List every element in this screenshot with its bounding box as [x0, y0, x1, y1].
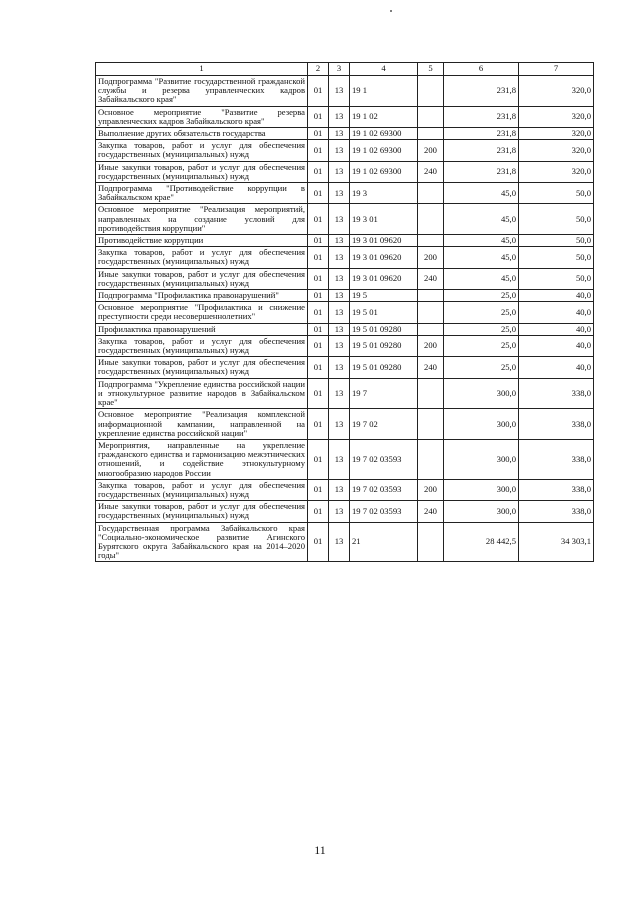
row-amount-col7: 40,0: [519, 357, 594, 378]
row-subsection-code: 13: [329, 302, 350, 323]
row-amount-col7: 34 303,1: [519, 522, 594, 562]
row-target-article: 19 3 01: [350, 204, 418, 235]
row-amount-col7: 50,0: [519, 204, 594, 235]
row-amount-col7: 320,0: [519, 76, 594, 107]
row-target-article: 19 7 02: [350, 409, 418, 440]
row-name: Основное мероприятие "Профилактика и снижение преступности среди несовершеннолетних": [96, 302, 308, 323]
row-amount-col6: 231,8: [444, 128, 519, 140]
row-amount-col6: 25,0: [444, 335, 519, 356]
row-name: Подпрограмма "Противодействие коррупции в Забайкальском крае": [96, 183, 308, 204]
table-row: [96, 501, 594, 522]
row-target-article: 19 7 02 03593: [350, 439, 418, 479]
row-expense-type: [418, 409, 444, 440]
row-amount-col6: 25,0: [444, 323, 519, 335]
row-name: Подпрограмма "Развитие государственной гражданской службы и резерва управленческих кадров Забайкальского края": [96, 76, 308, 107]
row-target-article: 19 1: [350, 76, 418, 107]
row-amount-col6: 300,0: [444, 479, 519, 500]
row-amount-col7: 40,0: [519, 335, 594, 356]
table-row: [96, 247, 594, 268]
row-section-code: 01: [308, 128, 329, 140]
row-section-code: 01: [308, 409, 329, 440]
row-expense-type: 200: [418, 140, 444, 161]
row-amount-col7: 338,0: [519, 378, 594, 409]
row-amount-col6: 300,0: [444, 378, 519, 409]
row-name: Основное мероприятие "Реализация комплексной информационной кампании, направленной на укрепление единства российской нации": [96, 409, 308, 440]
table-row: [96, 439, 594, 479]
row-section-code: 01: [308, 161, 329, 182]
header-col-1: 1: [96, 63, 308, 76]
row-expense-type: 200: [418, 247, 444, 268]
row-amount-col6: 300,0: [444, 501, 519, 522]
row-target-article: 19 1 02 69300: [350, 161, 418, 182]
table-row: [96, 409, 594, 440]
row-section-code: 01: [308, 140, 329, 161]
row-amount-col6: 45,0: [444, 268, 519, 289]
row-amount-col6: 28 442,5: [444, 522, 519, 562]
row-amount-col6: 300,0: [444, 409, 519, 440]
row-amount-col7: 338,0: [519, 439, 594, 479]
row-target-article: 19 5: [350, 290, 418, 302]
row-name: Иные закупки товаров, работ и услуг для обеспечения государственных (муниципальных) нужд: [96, 501, 308, 522]
row-section-code: 01: [308, 479, 329, 500]
row-name: Подпрограмма "Укрепление единства российской нации и этнокультурное развитие народов в Забайкальском крае": [96, 378, 308, 409]
row-amount-col7: 338,0: [519, 409, 594, 440]
row-section-code: 01: [308, 522, 329, 562]
row-name: Иные закупки товаров, работ и услуг для обеспечения государственных (муниципальных) нужд: [96, 357, 308, 378]
row-target-article: 19 5 01 09280: [350, 357, 418, 378]
table-row: [96, 140, 594, 161]
row-section-code: 01: [308, 378, 329, 409]
row-expense-type: [418, 378, 444, 409]
row-subsection-code: 13: [329, 501, 350, 522]
header-col-6: 6: [444, 63, 519, 76]
row-amount-col7: 40,0: [519, 290, 594, 302]
row-name: Закупка товаров, работ и услуг для обеспечения государственных (муниципальных) нужд: [96, 479, 308, 500]
row-name: Государственная программа Забайкальского края "Социально-экономическое развитие Агинского Бурятского округа Забайкальского края на 2014–2020 годы": [96, 522, 308, 562]
row-expense-type: [418, 204, 444, 235]
row-section-code: 01: [308, 335, 329, 356]
row-subsection-code: 13: [329, 479, 350, 500]
row-name: Закупка товаров, работ и услуг для обеспечения государственных (муниципальных) нужд: [96, 140, 308, 161]
table-row: [96, 290, 594, 302]
row-expense-type: [418, 323, 444, 335]
table-row: [96, 204, 594, 235]
row-target-article: 19 1 02 69300: [350, 128, 418, 140]
row-section-code: 01: [308, 247, 329, 268]
row-target-article: 19 5 01: [350, 302, 418, 323]
row-section-code: 01: [308, 106, 329, 127]
row-expense-type: [418, 439, 444, 479]
header-col-3: 3: [329, 63, 350, 76]
table-row: [96, 522, 594, 562]
row-name: Иные закупки товаров, работ и услуг для обеспечения государственных (муниципальных) нужд: [96, 268, 308, 289]
row-subsection-code: 13: [329, 183, 350, 204]
table-row: [96, 161, 594, 182]
row-amount-col7: 338,0: [519, 479, 594, 500]
row-section-code: 01: [308, 439, 329, 479]
table-row: [96, 302, 594, 323]
table-body: [96, 76, 594, 562]
row-amount-col7: 320,0: [519, 161, 594, 182]
row-subsection-code: 13: [329, 522, 350, 562]
row-target-article: 19 1 02: [350, 106, 418, 127]
table-row: [96, 357, 594, 378]
row-target-article: 19 7 02 03593: [350, 501, 418, 522]
row-name: Противодействие коррупции: [96, 235, 308, 247]
row-amount-col7: 338,0: [519, 501, 594, 522]
row-section-code: 01: [308, 357, 329, 378]
row-section-code: 01: [308, 268, 329, 289]
row-target-article: 19 1 02 69300: [350, 140, 418, 161]
table-row: [96, 235, 594, 247]
table-row: [96, 335, 594, 356]
row-subsection-code: 13: [329, 335, 350, 356]
row-subsection-code: 13: [329, 235, 350, 247]
row-expense-type: 240: [418, 357, 444, 378]
row-subsection-code: 13: [329, 106, 350, 127]
row-name: Подпрограмма "Профилактика правонарушений": [96, 290, 308, 302]
row-expense-type: 200: [418, 479, 444, 500]
row-amount-col6: 25,0: [444, 357, 519, 378]
row-target-article: 19 7: [350, 378, 418, 409]
header-col-5: 5: [418, 63, 444, 76]
row-section-code: 01: [308, 235, 329, 247]
header-col-2: 2: [308, 63, 329, 76]
row-name: Закупка товаров, работ и услуг для обеспечения государственных (муниципальных) нужд: [96, 247, 308, 268]
row-subsection-code: 13: [329, 290, 350, 302]
row-target-article: 19 3 01 09620: [350, 235, 418, 247]
row-amount-col6: 231,8: [444, 161, 519, 182]
table-row: [96, 479, 594, 500]
row-name: Иные закупки товаров, работ и услуг для обеспечения государственных (муниципальных) нужд: [96, 161, 308, 182]
row-section-code: 01: [308, 323, 329, 335]
row-section-code: 01: [308, 204, 329, 235]
table-row: [96, 268, 594, 289]
row-expense-type: [418, 290, 444, 302]
row-section-code: 01: [308, 501, 329, 522]
row-amount-col7: 50,0: [519, 235, 594, 247]
row-expense-type: [418, 183, 444, 204]
row-name: Мероприятия, направленные на укрепление гражданского единства и гармонизацию межэтнических отношений, и содействие этнокультурному многообразию народов России: [96, 439, 308, 479]
row-amount-col6: 45,0: [444, 247, 519, 268]
row-target-article: 19 3: [350, 183, 418, 204]
row-subsection-code: 13: [329, 204, 350, 235]
row-subsection-code: 13: [329, 409, 350, 440]
row-name: Выполнение других обязательств государства: [96, 128, 308, 140]
row-expense-type: 200: [418, 335, 444, 356]
row-amount-col7: 320,0: [519, 140, 594, 161]
row-name: Основное мероприятие "Реализация мероприятий, направленных на создание условий для противодействия коррупции": [96, 204, 308, 235]
row-expense-type: [418, 302, 444, 323]
row-expense-type: [418, 106, 444, 127]
row-subsection-code: 13: [329, 323, 350, 335]
row-name: Закупка товаров, работ и услуг для обеспечения государственных (муниципальных) нужд: [96, 335, 308, 356]
row-amount-col6: 231,8: [444, 76, 519, 107]
header-col-4: 4: [350, 63, 418, 76]
row-expense-type: [418, 522, 444, 562]
row-name: Профилактика правонарушений: [96, 323, 308, 335]
row-subsection-code: 13: [329, 161, 350, 182]
row-subsection-code: 13: [329, 378, 350, 409]
row-amount-col6: 231,8: [444, 106, 519, 127]
table-row: [96, 183, 594, 204]
row-expense-type: [418, 128, 444, 140]
row-target-article: 19 3 01 09620: [350, 247, 418, 268]
scan-speck: [390, 10, 392, 12]
row-amount-col7: 40,0: [519, 323, 594, 335]
row-target-article: 19 5 01 09280: [350, 335, 418, 356]
row-expense-type: 240: [418, 268, 444, 289]
row-subsection-code: 13: [329, 140, 350, 161]
row-amount-col6: 25,0: [444, 302, 519, 323]
row-amount-col7: 50,0: [519, 183, 594, 204]
row-subsection-code: 13: [329, 76, 350, 107]
row-amount-col6: 45,0: [444, 183, 519, 204]
table-header-row: [96, 63, 594, 76]
table-row: [96, 378, 594, 409]
header-col-7: 7: [519, 63, 594, 76]
row-section-code: 01: [308, 290, 329, 302]
row-section-code: 01: [308, 183, 329, 204]
row-target-article: 19 5 01 09280: [350, 323, 418, 335]
table-row: [96, 76, 594, 107]
row-amount-col6: 25,0: [444, 290, 519, 302]
budget-table: [95, 62, 594, 562]
row-expense-type: [418, 235, 444, 247]
row-section-code: 01: [308, 302, 329, 323]
page-number: 11: [314, 843, 326, 857]
row-expense-type: 240: [418, 501, 444, 522]
row-amount-col6: 231,8: [444, 140, 519, 161]
row-subsection-code: 13: [329, 439, 350, 479]
row-amount-col6: 300,0: [444, 439, 519, 479]
row-amount-col7: 320,0: [519, 128, 594, 140]
row-amount-col7: 50,0: [519, 247, 594, 268]
row-target-article: 19 7 02 03593: [350, 479, 418, 500]
row-subsection-code: 13: [329, 247, 350, 268]
table-row: [96, 323, 594, 335]
row-expense-type: [418, 76, 444, 107]
row-target-article: 21: [350, 522, 418, 562]
row-amount-col7: 320,0: [519, 106, 594, 127]
row-name: Основное мероприятие "Развитие резерва управленческих кадров Забайкальского края": [96, 106, 308, 127]
table-row: [96, 128, 594, 140]
row-amount-col7: 40,0: [519, 302, 594, 323]
row-subsection-code: 13: [329, 268, 350, 289]
row-section-code: 01: [308, 76, 329, 107]
row-target-article: 19 3 01 09620: [350, 268, 418, 289]
row-subsection-code: 13: [329, 357, 350, 378]
row-amount-col7: 50,0: [519, 268, 594, 289]
row-amount-col6: 45,0: [444, 204, 519, 235]
table-row: [96, 106, 594, 127]
row-amount-col6: 45,0: [444, 235, 519, 247]
row-subsection-code: 13: [329, 128, 350, 140]
row-expense-type: 240: [418, 161, 444, 182]
